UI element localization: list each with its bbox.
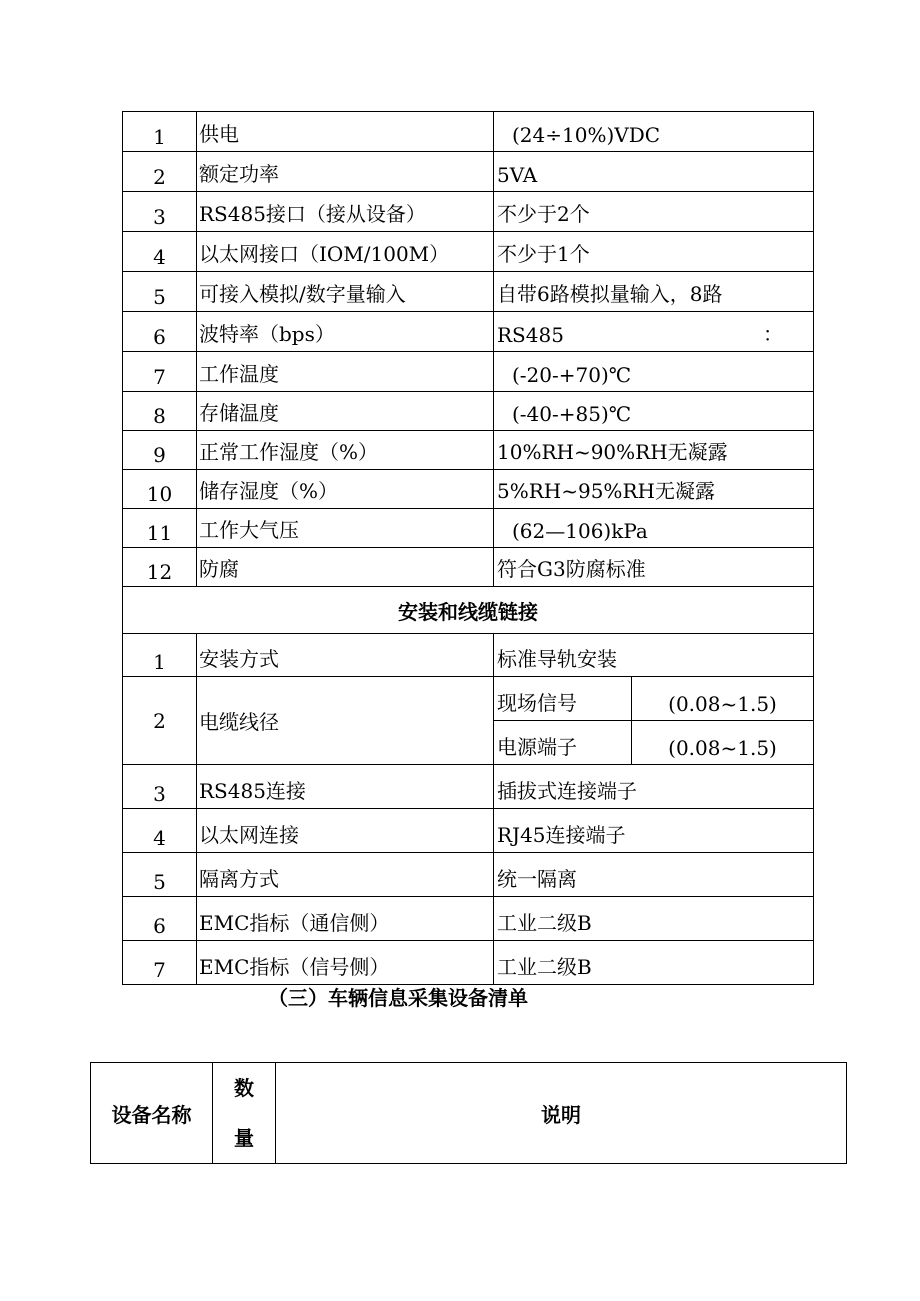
table-row bbox=[123, 392, 814, 431]
param-name: 电缆线径 bbox=[197, 677, 494, 765]
header-description: 说明 bbox=[276, 1063, 847, 1164]
spec-table bbox=[122, 111, 814, 985]
param-name: 可接入模拟/数字量输入 bbox=[197, 272, 494, 312]
header-equipment-name: 设备名称 bbox=[91, 1063, 213, 1164]
param-name: 波特率（bps） bbox=[197, 312, 494, 352]
table-row bbox=[123, 765, 814, 809]
param-value: 自带6路模拟量输入，8路 bbox=[494, 272, 814, 312]
param-value: RS485 bbox=[497, 323, 564, 347]
param-name: EMC指标（通信侧） bbox=[197, 897, 494, 941]
param-name: 正常工作湿度（%） bbox=[197, 431, 494, 470]
row-number: 3 bbox=[123, 765, 197, 809]
header-quantity-bottom: 量 bbox=[234, 1126, 254, 1150]
section-heading: （三）车辆信息采集设备清单 bbox=[268, 986, 528, 1010]
header-quantity-top: 数 bbox=[234, 1076, 254, 1100]
param-value: (-20-+70)℃ bbox=[494, 352, 814, 392]
row-number: 5 bbox=[123, 853, 197, 897]
table-row bbox=[123, 192, 814, 232]
row-number: 1 bbox=[123, 112, 197, 152]
row-number: 7 bbox=[123, 352, 197, 392]
param-value: 工业二级B bbox=[494, 941, 814, 985]
param-value: 10%RH~90%RH无凝露 bbox=[494, 431, 814, 470]
equipment-table bbox=[90, 1062, 847, 1164]
param-value: (62—106)kPa bbox=[494, 509, 814, 548]
param-value: 不少于2个 bbox=[494, 192, 814, 232]
param-value: 5VA bbox=[494, 152, 814, 192]
table-header-row bbox=[91, 1063, 847, 1164]
param-value-cell bbox=[494, 312, 814, 352]
table-row bbox=[123, 509, 814, 548]
table-row bbox=[123, 809, 814, 853]
row-number: 12 bbox=[123, 548, 197, 587]
param-value: 统一隔离 bbox=[494, 853, 814, 897]
table-row bbox=[123, 352, 814, 392]
row-number: 4 bbox=[123, 809, 197, 853]
sub-param-name: 电源端子 bbox=[494, 721, 632, 765]
param-name: 防腐 bbox=[197, 548, 494, 587]
param-value: 不少于1个 bbox=[494, 232, 814, 272]
row-number: 6 bbox=[123, 312, 197, 352]
param-name: 供电 bbox=[197, 112, 494, 152]
row-number: 9 bbox=[123, 431, 197, 470]
table-row bbox=[123, 272, 814, 312]
param-name: RS485连接 bbox=[197, 765, 494, 809]
row-number: 1 bbox=[123, 634, 197, 677]
row-number: 7 bbox=[123, 941, 197, 985]
param-value: 工业二级B bbox=[494, 897, 814, 941]
param-name: 存储温度 bbox=[197, 392, 494, 431]
row-number: 8 bbox=[123, 392, 197, 431]
param-name: EMC指标（信号侧） bbox=[197, 941, 494, 985]
table-row bbox=[123, 548, 814, 587]
table-row bbox=[123, 112, 814, 152]
header-quantity bbox=[213, 1063, 276, 1164]
table-row bbox=[123, 431, 814, 470]
table-row bbox=[123, 897, 814, 941]
row-number: 4 bbox=[123, 232, 197, 272]
row-number: 5 bbox=[123, 272, 197, 312]
table-row bbox=[123, 634, 814, 677]
param-name: 隔离方式 bbox=[197, 853, 494, 897]
param-value: 5%RH~95%RH无凝露 bbox=[494, 470, 814, 509]
param-name: 储存湿度（%） bbox=[197, 470, 494, 509]
table-row bbox=[123, 232, 814, 272]
param-value: 插拔式连接端子 bbox=[494, 765, 814, 809]
sub-param-name: 现场信号 bbox=[494, 677, 632, 721]
sub-param-value: (0.08~1.5) bbox=[632, 721, 814, 765]
table-row bbox=[123, 941, 814, 985]
param-value: 标准导轨安装 bbox=[494, 634, 814, 677]
param-value-extra: ： bbox=[763, 322, 784, 346]
row-number: 2 bbox=[123, 152, 197, 192]
sub-param-value: (0.08~1.5) bbox=[632, 677, 814, 721]
param-name: 工作温度 bbox=[197, 352, 494, 392]
section-row bbox=[123, 587, 814, 634]
table-row bbox=[123, 312, 814, 352]
param-name: RS485接口（接从设备） bbox=[197, 192, 494, 232]
param-name: 安装方式 bbox=[197, 634, 494, 677]
row-number: 10 bbox=[123, 470, 197, 509]
param-value: (24÷10%)VDC bbox=[494, 112, 814, 152]
table-row bbox=[123, 677, 814, 721]
section-title: 安装和线缆链接 bbox=[123, 587, 814, 634]
row-number: 2 bbox=[123, 677, 197, 765]
row-number: 11 bbox=[123, 509, 197, 548]
row-number: 6 bbox=[123, 897, 197, 941]
param-value: 符合G3防腐标准 bbox=[494, 548, 814, 587]
param-name: 额定功率 bbox=[197, 152, 494, 192]
param-name: 以太网连接 bbox=[197, 809, 494, 853]
param-value: RJ45连接端子 bbox=[494, 809, 814, 853]
table-row bbox=[123, 152, 814, 192]
param-value: (-40-+85)℃ bbox=[494, 392, 814, 431]
table-row bbox=[123, 470, 814, 509]
table-row bbox=[123, 853, 814, 897]
param-name: 以太网接口（IOM/100M） bbox=[197, 232, 494, 272]
param-name: 工作大气压 bbox=[197, 509, 494, 548]
row-number: 3 bbox=[123, 192, 197, 232]
